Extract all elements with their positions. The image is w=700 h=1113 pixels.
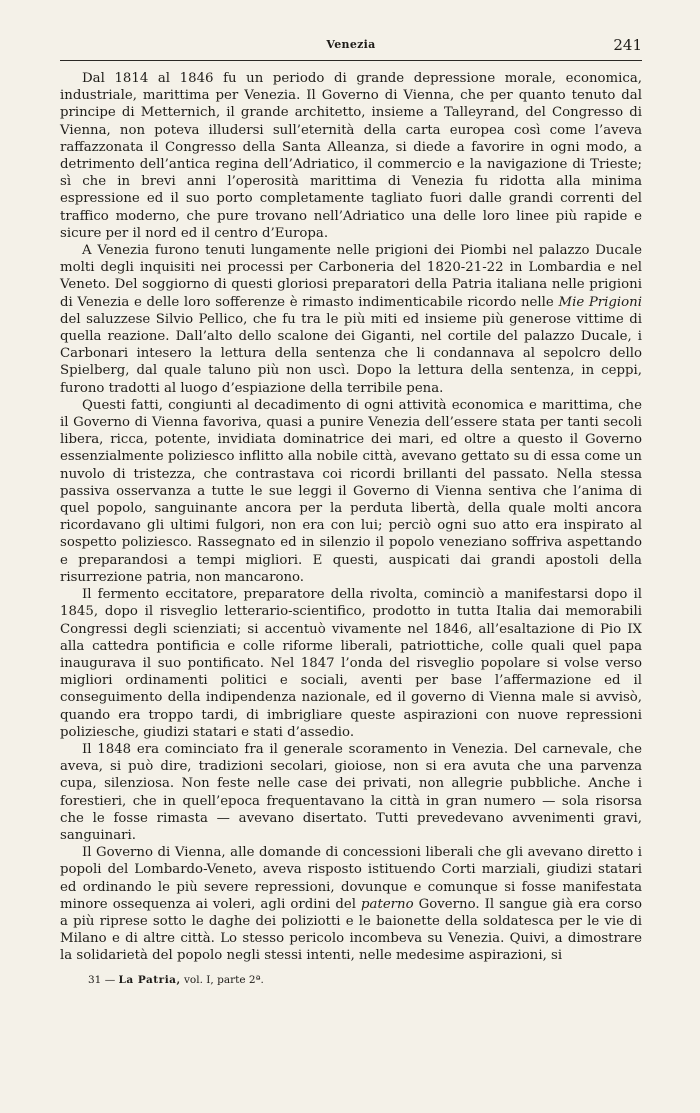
paragraph-1: Dal 1814 al 1846 fu un periodo di grande depressione morale, economica, industriale, marittima per Venezia. Il Governo di Vienna, che per quanto tenuto dal principe di Metternich, il grande architetto, insieme a Talleyrand, del Congresso di Vienna, non poteva illudersi sull’eternità della carta europea così come l’aveva raffazzonata il Congresso della Santa Alleanza, si diede a favorire in ogni modo, a detrimento dell’antica regina dell’Adriatico, il commercio e la navigazione di Trieste; sì che in brevi anni l’operosità marittima di Venezia fu ridotta alla minima espressione ed il suo porto completamente tagliato fuori dalle grandi correnti del traffico moderno, che pure trovano nell’Adriatico una delle loro linee più rapide e sicure per il nord ed il centro d’Europa.: [60, 71, 642, 241]
running-title: Venezia: [326, 38, 376, 51]
paragraph-2: [60, 242, 642, 397]
paragraph-3: Questi fatti, congiunti al decadimento di ogni attività economica e marittima, che il Governo di Vienna favoriva, quasi a punire Venezia dell’essere stata per tanti secoli libera, ricca, potente, invidiata dominatrice dei mari, ed oltre a questo il Governo essenzialmente poliziesco inflitto alla nobile città, avevano gettato su di essa come un nuvolo di tristezza, che contrastava coi ricordi brillanti del passato. Nella stessa passiva osservanza a tutte le sue leggi il Governo di Vienna sentiva che l’anima di quel popolo, sanguinante ancora per la perduta libertà, della quale molti ancora ricordavano gli ultimi fulgori, non era con lui; perciò ogni suo atto era inspirato al sospetto poliziesco. Rassegnato ed in silenzio il popolo veneziano soffriva aspettando e preparandosi a tempi migliori. E questi, auspicati dai grandi apostoli della risurrezione patria, non mancarono.: [60, 397, 642, 585]
paragraph-4: Il fermento eccitatore, preparatore della rivolta, cominciò a manifestarsi dopo il 1845, dopo il risveglio letterario-scientifico, prodotto in tutta Italia dai memorabili Congressi degli scienziati; si accentuò vivamente nel 1846, all’esaltazione di Pio IX alla cattedra pontificia e colle riforme liberali, patriottiche, colle quali quel papa inaugurava il suo pontificato. Nel 1847 l’onda del risveglio popolare si volse verso migliori ordinamenti politici e sociali, aventi per base l’affermazione ed il conseguimento della indipendenza nazionale, ed il governo di Vienna male si avvisò, quando era troppo tardi, di imbrigliare queste aspirazioni con nuove repressioni poliziesche, giudizi statari e stati d’assedio.: [60, 587, 642, 740]
emphasis-paterno: paterno: [361, 896, 414, 912]
signature-footer: [88, 974, 264, 986]
signature-number: 31 —: [88, 974, 116, 986]
paragraph-5: Il 1848 era cominciato fra il generale scoramento in Venezia. Del carnevale, che aveva, si può dire, tradizioni secolari, gioiose, non si era avuta che una parvenza cupa, silenziosa. Non feste nelle case dei privati, non allegrie pubbliche. Anche i forestieri, che in quell’epoca frequentavano la città in gran numero — sola risorsa che le fosse rimasta — avevano disertato. Tutti prevedevano avvenimenti gravi, sanguinari.: [60, 741, 642, 843]
paragraph-6: [60, 844, 642, 964]
paragraph-2-before: A Venezia furono tenuti lungamente nelle prigioni dei Piombi nel palazzo Ducale molti degli inquisiti nei processi per Carboneria del 1820-21-22 in Lombardia e nel Veneto. Del soggiorno di questi gloriosi preparatori della Patria italiana nelle prigioni di Venezia e delle loro sofferenze è rimasto indimenticabile ricordo nelle: [60, 243, 642, 310]
paragraph-6-before: Il Governo di Vienna, alle domande di concessioni liberali che gli avevano diretto i popoli del Lombardo-Veneto, aveva risposto istituendo Corti marziali, giudizi statari ed ordinando le più severe repressioni, dovunque e comunque si fosse manifestata minore ossequenza ai voleri, agli ordini del: [60, 845, 642, 912]
paragraph-6-after: Governo. Il sangue già era corso a più riprese sotto le daghe dei poliziotti e le baionette della soldatesca per le vie di Milano e di altre città. Lo stesso pericolo incombeva su Venezia. Quivi, a dimostrare la solidarietà del popolo negli stessi intenti, nelle medesime aspirazioni, si: [60, 896, 642, 964]
header-rule: [60, 60, 642, 61]
page-header: [60, 36, 642, 58]
magazine-name: La Patria,: [118, 974, 181, 986]
paragraph-2-after: del saluzzese Silvio Pellico, che fu tra le più miti ed insieme più generose vittime di quella reazione. Dall’alto dello scalone dei Giganti, nel cortile del palazzo Ducale, i Carbonari intesero la lettura della sentenza che li condannava al sepolcro dello Spielberg, dal quale taluno più non uscì. Dopo la lettura della sentenza, in ceppi, furono tradotti al luogo d’espiazione della terribile pena.: [60, 311, 642, 396]
body-text: [60, 70, 642, 965]
volume-info: vol. I, parte 2ª.: [183, 974, 264, 986]
page-number: 241: [613, 36, 642, 54]
book-title-mie-prigioni: Mie Prigioni: [558, 294, 643, 310]
